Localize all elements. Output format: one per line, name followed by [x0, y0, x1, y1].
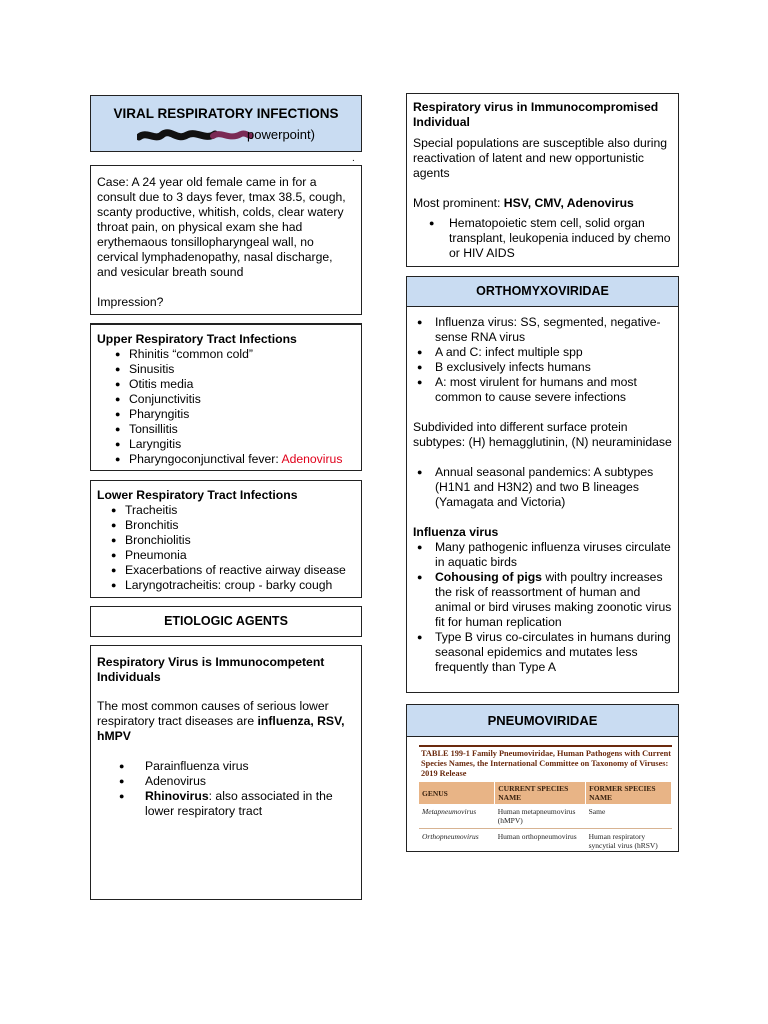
- table-cell: Orthopneumovirus: [422, 832, 479, 841]
- list-item: ● Conjunctivitis: [115, 392, 355, 407]
- immunocompromised-intro: Special populations are susceptible also during reactivation of latent and new opportunistic agents: [413, 136, 668, 180]
- urti-box: [90, 323, 362, 471]
- list-item: ● Otitis media: [115, 377, 355, 392]
- lrti-heading: Lower Respiratory Tract Infections: [97, 488, 298, 502]
- influenza-heading: Influenza virus: [413, 525, 499, 539]
- title-box: [90, 95, 362, 152]
- taxonomy-table-figure: [419, 745, 672, 853]
- column-header: FORMER SPECIES NAME: [586, 782, 672, 804]
- orthomyxoviridae-header: ORTHOMYXOVIRIDAE: [406, 276, 679, 307]
- list-item: ● Tonsillitis: [115, 422, 355, 437]
- adenovirus-highlight: Adenovirus: [281, 452, 343, 466]
- etiologic-agents-header: ETIOLOGIC AGENTS: [90, 606, 362, 637]
- case-box: [90, 165, 362, 315]
- urti-heading: Upper Respiratory Tract Infections: [97, 332, 297, 346]
- table-row: [419, 804, 672, 829]
- list-item: ● Rhinitis “common cold”: [115, 347, 355, 362]
- list-item: ● Influenza virus: SS, segmented, negative-sense RNA virus: [417, 315, 672, 345]
- table-cell: Metapneumovirus: [419, 804, 495, 829]
- list-item: ● B exclusively infects humans: [417, 360, 672, 375]
- list-item: ● Hematopoietic stem cell, solid organ transplant, leukopenia induced by chemo or HIV AIDS: [429, 216, 672, 261]
- case-text: Case: A 24 year old female came in for a consult due to 3 days fever, tmax 38.5, cough, scanty productive, whitish, colds, clear watery throat pain, on physical exam she had erythemaous tonsillopharyngeal wall, no cervical lymphadenopathy, nasal discharge, and vesicular breath sound: [97, 175, 346, 279]
- stray-dot: .: [352, 153, 355, 164]
- list-item: ● Rhinovirus: also associated in the lower respiratory tract: [119, 789, 355, 819]
- immunocompetent-heading: Respiratory Virus is Immunocompetent Individuals: [97, 655, 325, 684]
- list-item: ● Pharyngoconjunctival fever: Adenovirus: [115, 452, 355, 467]
- title-subtitle-suffix: powerpoint): [247, 127, 315, 142]
- list-item: ● Annual seasonal pandemics: A subtypes (H1N1 and H3N2) and two B lineages (Yamagata and Victoria): [417, 465, 672, 510]
- pneumoviridae-header: PNEUMOVIRIDAE: [406, 704, 679, 737]
- ortho-pandemic-list: [413, 465, 672, 510]
- influenza-list: [413, 540, 672, 675]
- list-item: ● Type B virus co-circulates in humans during seasonal epidemics and mutates less frequently than Type A: [417, 630, 672, 675]
- table-cell: Same: [586, 804, 672, 829]
- list-item: ● Pneumonia: [111, 548, 355, 563]
- list-item: ● Exacerbations of reactive airway disease: [111, 563, 355, 578]
- immunocompetent-list: [97, 759, 355, 819]
- table-caption: TABLE 199-1 Family Pneumoviridae, Human Pathogens with Current Species Names, the International Committee on Taxonomy of Viruses: 2019 Release: [419, 745, 672, 782]
- urti-list: [97, 347, 355, 467]
- list-item: ● A: most virulent for humans and most common to cause severe infections: [417, 375, 672, 405]
- immunocompetent-intro: The most common causes of serious lower respiratory tract diseases are influenza, RSV, hMPV: [97, 699, 345, 743]
- immunocompetent-box: [90, 645, 362, 900]
- table-cell: Human metapneumovirus (hMPV): [495, 804, 586, 829]
- list-item: ● Bronchitis: [111, 518, 355, 533]
- case-impression: Impression?: [97, 295, 164, 309]
- page-title: VIRAL RESPIRATORY INFECTIONS: [113, 106, 339, 121]
- list-item: ● A and C: infect multiple spp: [417, 345, 672, 360]
- pneumoviridae-box: [406, 736, 679, 852]
- ortho-subtypes: Subdivided into different surface protein subtypes: (H) hemagglutinin, (N) neuraminidase: [413, 420, 672, 449]
- table-cell: Human respiratory syncytial virus (hRSV): [588, 832, 658, 850]
- list-item: ● Adenovirus: [119, 774, 355, 789]
- lrti-box: [90, 480, 362, 598]
- list-item: ● Many pathogenic influenza viruses circulate in aquatic birds: [417, 540, 672, 570]
- taxonomy-table: [419, 782, 672, 853]
- list-item: ● Bronchiolitis: [111, 533, 355, 548]
- orthomyxoviridae-box: [406, 306, 679, 693]
- redacted-scribble: [137, 128, 253, 143]
- list-item: ● Parainfluenza virus: [119, 759, 355, 774]
- list-item: ● Laryngitis: [115, 437, 355, 452]
- column-header: GENUS: [419, 782, 495, 804]
- table-cell: Human orthopneumovirus: [497, 832, 577, 841]
- list-item: ● Sinusitis: [115, 362, 355, 377]
- list-item: ● Laryngotracheitis: croup - barky cough: [111, 578, 355, 593]
- immunocompromised-prominent: Most prominent: HSV, CMV, Adenovirus: [413, 196, 634, 210]
- list-item: ● Tracheitis: [111, 503, 355, 518]
- lrti-list: [97, 503, 355, 593]
- immunocompromised-list: [413, 216, 672, 261]
- column-header: CURRENT SPECIES NAME: [495, 782, 586, 804]
- list-item: ● Pharyngitis: [115, 407, 355, 422]
- immunocompromised-heading: Respiratory virus in Immunocompromised Individual: [413, 100, 659, 129]
- table-row: [419, 829, 672, 854]
- ortho-list: [413, 315, 672, 405]
- immunocompromised-box: [406, 93, 679, 267]
- list-item: ● Cohousing of pigs with poultry increases the risk of reassortment of human and animal or bird viruses making zoonotic virus fit for human replication: [417, 570, 672, 630]
